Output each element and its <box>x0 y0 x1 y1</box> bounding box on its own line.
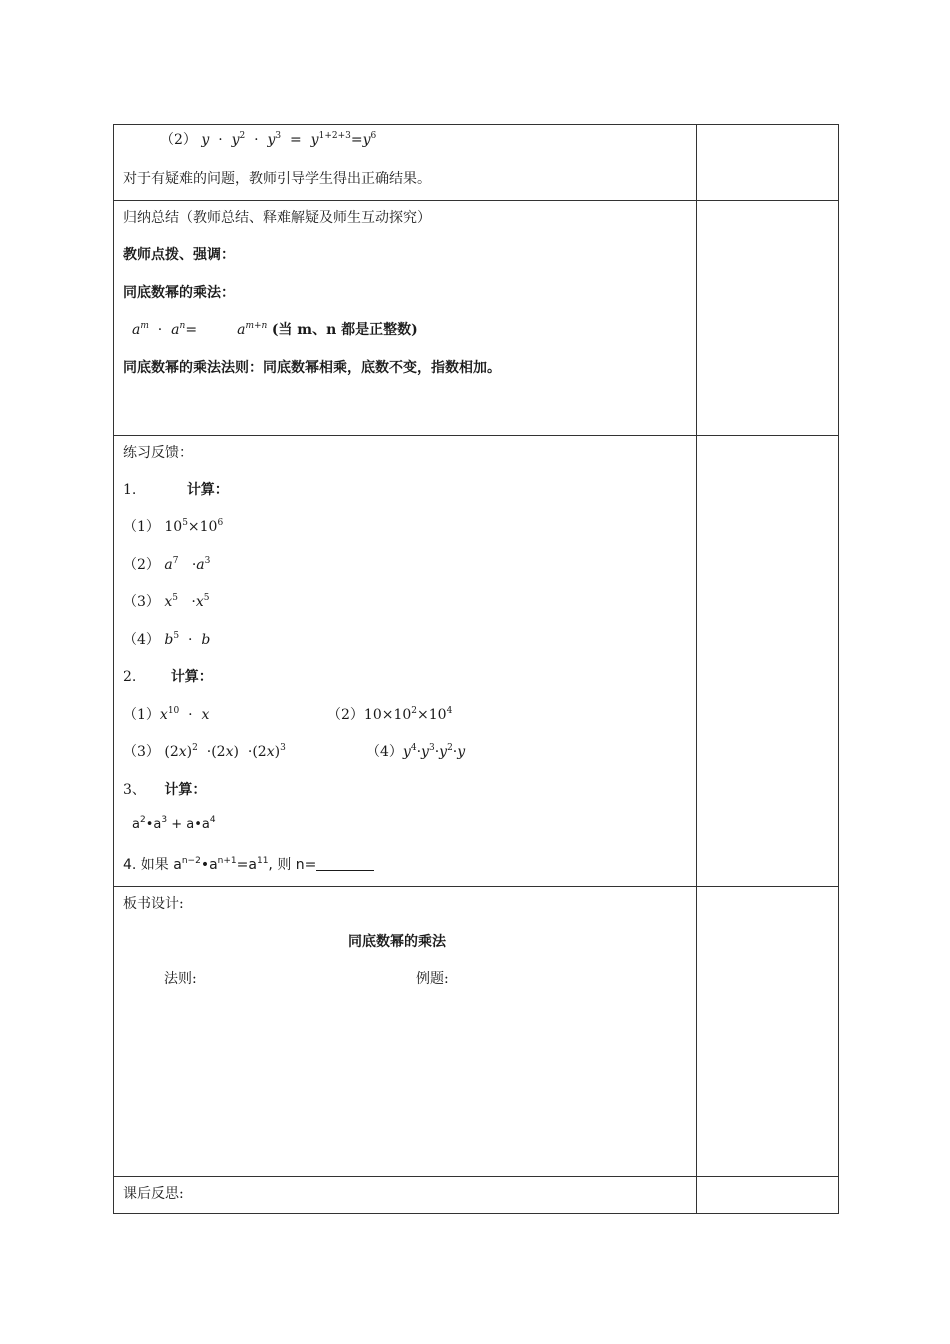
q2-item-1: $(1)x^{10} \cdot x$ <box>123 706 210 723</box>
example-cell <box>114 125 697 201</box>
board-design-cell <box>114 887 697 1177</box>
power-formula: $a^m \cdot a^n=$ $a^{m+n}$ (当 m、n 都是正整数) <box>132 321 418 338</box>
q1-item-1-label: （1） <box>123 519 160 535</box>
example-2: （2） $y \cdot y^2 \cdot y^3 = y^{1+2+3}=y^6$ <box>160 131 377 148</box>
q1-item-2-label: （2） <box>123 557 160 573</box>
practice-heading: 练习反馈： <box>123 445 193 461</box>
summary-cell <box>114 201 697 436</box>
question-4-suffix: , 则 n= <box>268 857 317 873</box>
multiplication-rule: 同底数幂的乘法法则：同底数幂相乘，底数不变，指数相加。 <box>123 360 501 376</box>
question-3-number: 3、 <box>123 782 146 798</box>
question-4: 4. 如果 $a^{n-2}•a^{n+1}=a^{11}$, 则 n= <box>123 854 374 874</box>
topic-label: 同底数幂的乘法： <box>123 285 235 301</box>
board-heading: 板书设计: <box>123 896 184 912</box>
q1-item-1: （1） $10^5\times 10^6$ <box>123 518 224 535</box>
summary-heading: 归纳总结（教师总结、释难解疑及师生互动探究） <box>123 210 431 226</box>
side-cell <box>697 125 839 201</box>
q1-item-3: （3） $x^5 \cdot x^5$ <box>123 593 210 610</box>
reflection-heading: 课后反思: <box>123 1186 184 1202</box>
q1-item-4-label: （4） <box>123 632 160 648</box>
question-1 <box>123 479 229 499</box>
q1-item-3-label: （3） <box>123 594 160 610</box>
q2-item-4: $(4)y^4\cdot y^3\cdot y^2\cdot y$ <box>366 743 466 760</box>
q2-item-2: $(2)10\times 10^2\times 10^4$ <box>327 706 453 723</box>
teacher-guide-note: 对于有疑难的问题，教师引导学生得出正确结果。 <box>123 171 431 187</box>
question-3-label: 计算： <box>164 782 207 798</box>
q2-item-1-label: （1） <box>123 707 160 723</box>
lesson-plan-table <box>113 124 839 1214</box>
question-2 <box>123 666 213 686</box>
question-2-number: 2. <box>123 669 137 685</box>
question-3 <box>123 779 206 799</box>
q2-item-4-label: （4） <box>366 744 403 760</box>
side-cell <box>697 1177 839 1214</box>
formula-condition: (当 m、n 都是正整数) <box>271 322 418 338</box>
side-cell <box>697 436 839 887</box>
question-2-label: 计算： <box>170 669 213 685</box>
board-title: 同底数幂的乘法 <box>348 934 446 950</box>
q3-expression: $a^2•a^3$ + $a•a^4$ <box>132 815 216 832</box>
q2-item-3: （3） $(2x)^2 \cdot(2x) \cdot(2x)^3$ <box>123 743 286 760</box>
practice-cell <box>114 436 697 887</box>
answer-blank[interactable] <box>316 858 374 871</box>
teacher-emphasis: 教师点拨、强调： <box>123 247 235 263</box>
side-cell <box>697 887 839 1177</box>
examples-label: 例题: <box>416 971 449 987</box>
q1-item-4: （4） $b^5 \cdot b$ <box>123 631 211 648</box>
reflection-cell <box>114 1177 697 1214</box>
question-4-prefix: 4. 如果 <box>123 857 169 873</box>
example-2-label: （2） <box>160 132 197 148</box>
question-1-number: 1. <box>123 482 137 498</box>
q2-item-3-label: （3） <box>123 744 160 760</box>
rules-label: 法则: <box>164 971 197 987</box>
q2-item-2-label: （2） <box>327 707 364 723</box>
side-cell <box>697 201 839 436</box>
q1-item-2: （2） $a^7 \cdot a^3$ <box>123 556 211 573</box>
question-1-label: 计算： <box>186 482 229 498</box>
